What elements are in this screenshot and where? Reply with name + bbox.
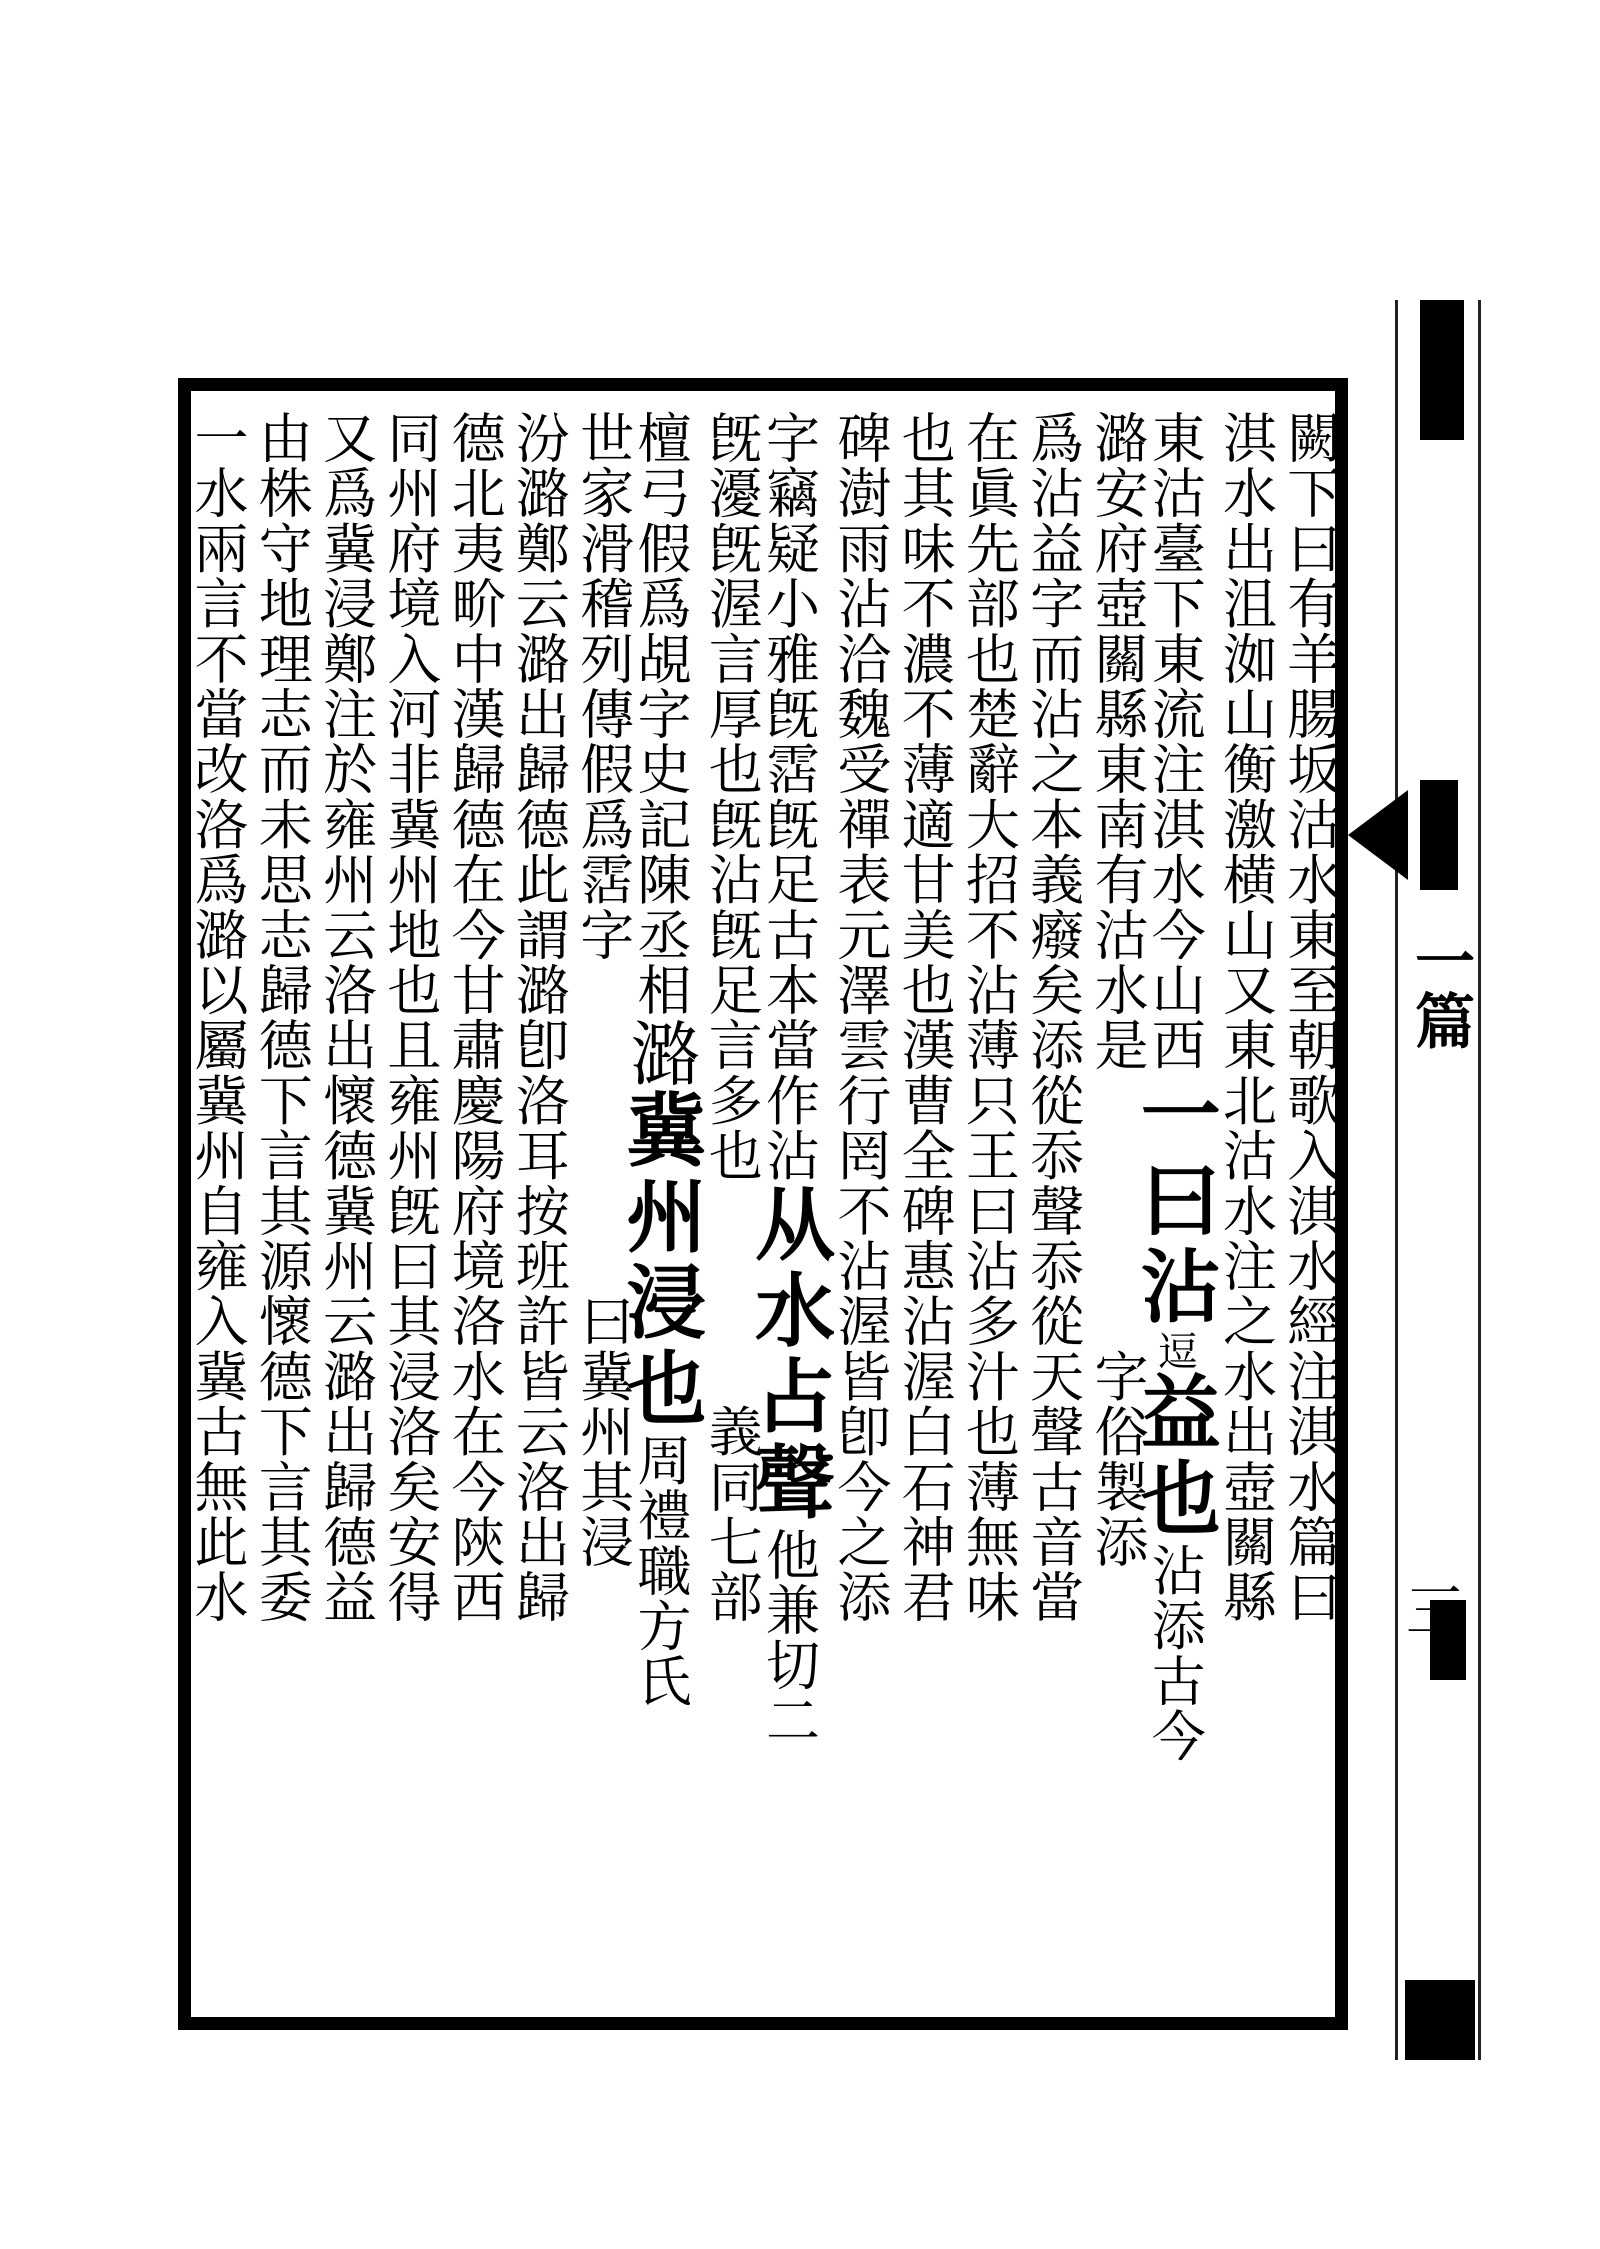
commentary-text: 他兼切二: [757, 1526, 821, 1748]
text-column: [957, 410, 1021, 2010]
margin-rule-right: [1478, 300, 1481, 2060]
commentary-text: 潞安府壺關縣東南有沽水是: [1085, 410, 1149, 1073]
headword-text: 一曰沾: [1127, 1072, 1222, 1331]
text-column: [378, 410, 442, 2010]
commentary-text: 爲沾益字而沾之本義癈矣添從忝聲忝從天聲古音當: [1021, 410, 1085, 1625]
commentary-text: 淇水出沮洳山衡激横山又東北沽水注之水出壺關縣: [1214, 410, 1278, 1625]
text-column: [186, 410, 249, 2010]
text-column: [250, 410, 314, 2010]
commentary-text: 闕下曰有羊腸坂沽水東至朝歌入淇水經注淇水篇曰: [1278, 410, 1342, 1625]
commentary-text: 汾潞鄭云潞出歸德此謂潞卽洛耳按班許皆云洛出歸: [507, 410, 571, 1625]
headword-text: 益也: [1127, 1370, 1222, 1543]
commentary-text: 同州府境入河非冀州地也且雍州旣曰其浸洛矣安得: [378, 410, 442, 1625]
text-column: [1278, 410, 1342, 2010]
commentary-text: 字俗製添: [1085, 1348, 1149, 1570]
commentary-text: 東沽臺下東流注淇水今山西: [1143, 410, 1207, 1073]
margin-page-number: 三: [1396, 1580, 1464, 1638]
commentary-text: 沾添古今: [1143, 1542, 1207, 1764]
commentary-text: 逗: [1151, 1330, 1198, 1371]
margin-section-label: 一篇: [1405, 930, 1475, 1050]
text-column: [1021, 410, 1085, 2010]
commentary-text: 也其味不濃不薄適甘美也漢曹全碑惠沾渥白石神君: [893, 410, 957, 1625]
text-columns: [186, 410, 1342, 2010]
text-column: [741, 410, 836, 2010]
margin-fish-tail-bottom: [1405, 1980, 1475, 2060]
headword-text: 从水占聲: [741, 1182, 836, 1527]
commentary-text: 世家滑稽列傳假爲霑字: [571, 410, 635, 962]
margin-rule-left: [1395, 300, 1398, 2060]
commentary-text: 義同七部: [700, 1403, 764, 1625]
margin-fish-tail-mid: [1420, 780, 1458, 890]
headword-text: 冀州浸也: [612, 1088, 707, 1433]
commentary-text: 周禮職方氏: [628, 1432, 692, 1709]
text-column: [1214, 410, 1278, 2010]
commentary-text: 字竊疑小雅旣霑旣足古本當作沾: [757, 410, 821, 1183]
text-column: [828, 410, 892, 2010]
margin-arrow-mark: [1348, 790, 1408, 880]
text-column: [443, 410, 507, 2010]
text-column: [893, 410, 957, 2010]
commentary-text: 由株守地理志而未思志歸德下言其源懷德下言其委: [250, 410, 314, 1625]
text-column: [612, 410, 707, 2010]
commentary-text: 碑澍雨沾洽魏受禪表元澤雲行罔不沾渥皆卽今之添: [828, 410, 892, 1625]
text-column: [1127, 410, 1222, 2010]
text-column: [314, 410, 378, 2010]
commentary-text: 在眞先部也楚辭大招不沾薄只王曰沾多汁也薄無味: [957, 410, 1021, 1625]
commentary-text: 一水兩言不當改洛爲潞以屬冀州自雍入冀古無此水: [186, 410, 249, 1625]
commentary-text: 檀弓假爲覘字史記陳丞相: [628, 410, 692, 1018]
commentary-text: 旣瀀旣渥言厚也旣沾旣足言多也: [700, 410, 764, 1183]
margin-fish-tail-top: [1420, 300, 1464, 440]
commentary-text: 德北夷畍中漢歸德在今甘肅慶陽府境洛水在今陝西: [443, 410, 507, 1625]
commentary-text: 又爲冀浸鄭注於雍州云洛出懷德冀州云潞出歸德益: [314, 410, 378, 1625]
commentary-text: 曰冀州其浸: [571, 1293, 635, 1570]
seal-character: 潞: [618, 1017, 701, 1089]
text-column: [507, 410, 571, 2010]
